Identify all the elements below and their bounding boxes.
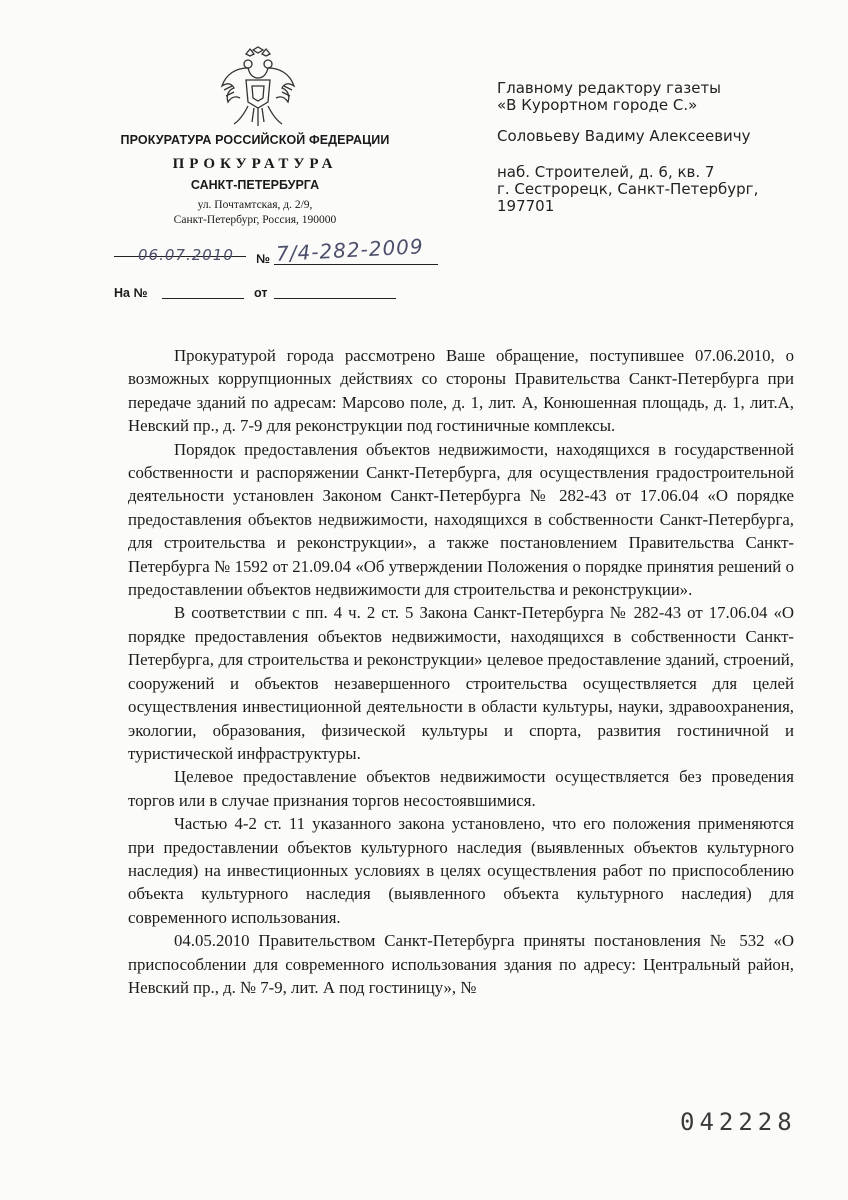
org-name-city: САНКТ-ПЕТЕРБУРГА	[190, 178, 320, 192]
body-paragraph: Частью 4-2 ст. 11 указанного закона установлено, что его положения применяются при предоставлении объектов культурного наследия (выявленных объектов культурного наследия) на инвестиционных условиях в целях осуществления работ по приспособлению объекта культурного наследия (выявленного объекта культурного наследия) для современного использования.	[128, 814, 794, 927]
form-serial-number: 042228	[680, 1108, 797, 1136]
reply-to-date-label: от	[254, 286, 268, 300]
recipient-address-street: наб. Строителей, д. 6, кв. 7	[497, 163, 715, 181]
recipient-name: Соловьеву Вадиму Алексеевичу	[497, 127, 751, 145]
outgoing-number: 7/4-282-2009	[275, 234, 425, 266]
letter-body	[128, 344, 794, 999]
recipient-title-line-2: «В Курортном городе С.»	[497, 96, 698, 114]
recipient-address-city: г. Сестрорецк, Санкт-Петербург,	[497, 180, 759, 198]
sender-address-street: ул. Почтамтская, д. 2/9,	[197, 199, 313, 211]
reply-to-date-blank	[274, 298, 396, 299]
outgoing-number-label: №	[256, 252, 270, 266]
body-paragraph: 04.05.2010 Правительством Санкт-Петербурга приняты постановления № 532 «О приспособлении для современного использования здания по адресу: Центральный район, Невский пр., д. № 7-9, лит. А под гостиницу», №	[128, 931, 794, 997]
sender-address-city: Санкт-Петербург, Россия, 190000	[173, 214, 337, 226]
org-name-federal: ПРОКУРАТУРА РОССИЙСКОЙ ФЕДЕРАЦИИ	[120, 133, 390, 147]
recipient-title-line-1: Главному редактору газеты	[497, 79, 722, 97]
outgoing-date: 06.07.2010	[138, 246, 234, 264]
body-paragraph: Прокуратурой города рассмотрено Ваше обращение, поступившее 07.06.2010, о возможных коррупционных действиях со стороны Правительства Санкт-Петербурга при передаче зданий по адресам: Марсово поле, д. 1, лит. А, Конюшенная площадь, д. 1, лит.А, Невский пр., д. 7-9 для реконструкции под гостиничные комплексы.	[128, 346, 794, 436]
body-paragraph: Порядок предоставления объектов недвижимости, находящихся в государственной собственности и распоряжении Санкт-Петербурга, для осуществления градостроительной деятельности установлен Законом Санкт-Петербурга № 282-43 от 17.06.04 «О порядке предоставления объектов недвижимости, находящихся в собственности Санкт-Петербурга, для строительства и реконструкции», а также постановлением Правительства Санкт-Петербурга № 1592 от 21.09.04 «Об утверждении Положения о порядке принятия решений о предоставлении объектов недвижимости для строительства и реконструкции».	[128, 439, 794, 600]
reply-to-number-label: На №	[114, 286, 148, 300]
double-headed-eagle-emblem-icon	[218, 46, 298, 130]
reply-to-number-blank	[162, 298, 244, 299]
recipient-postcode: 197701	[497, 197, 555, 215]
body-paragraph: В соответствии с пп. 4 ч. 2 ст. 5 Закона Санкт-Петербурга № 282-43 от 17.06.04 «О порядке предоставления объектов недвижимости, находящихся в собственности Санкт-Петербурга, для строительства и реконструкции» целевое предоставление зданий, строений, сооружений и объектов незавершенного строительства осуществляется для целей осуществления инвестиционной деятельности в области культуры, науки, здравоохранения, экологии, образования, физической культуры и спорта, развития гостиничной и туристической инфраструктуры.	[128, 603, 794, 763]
org-name-prosecutor: ПРОКУРАТУРА	[172, 156, 338, 172]
body-paragraph: Целевое предоставление объектов недвижимости осуществляется без проведения торгов или в случае признания торгов несостоявшимися.	[128, 767, 794, 810]
